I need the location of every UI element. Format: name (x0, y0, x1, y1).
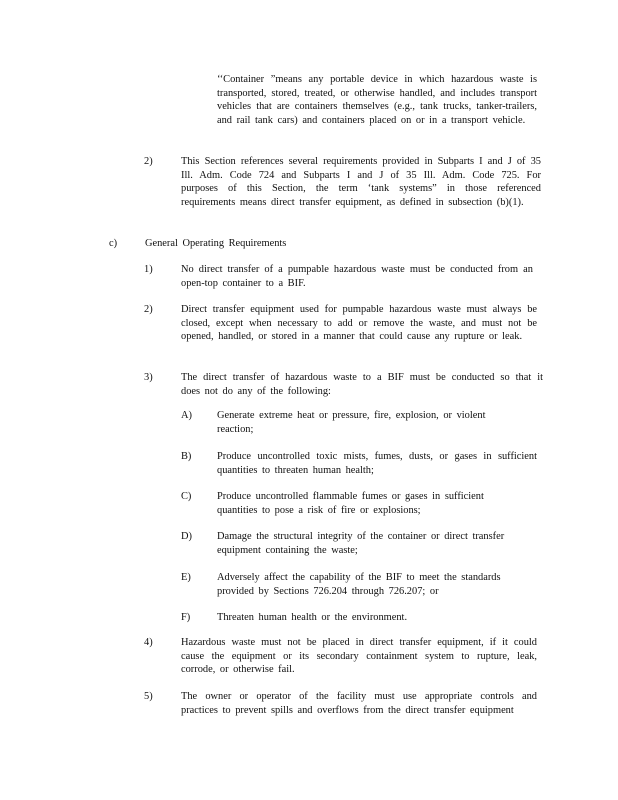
subitem-label: F) (181, 612, 191, 623)
item-text: The owner or operator of the facility must use appropriate controls and practices to prevent spills and overflows from the direct transfer equipment (181, 691, 537, 716)
item-label: 5) (144, 691, 153, 702)
item-text: Direct transfer equipment used for pumpable hazardous waste must always be closed, except when necessary to add or remove the waste, and must not be opened, handled, or stored in a manner that could cause any rupture or leak. (181, 304, 537, 343)
subitem-label: B) (181, 451, 192, 462)
section-title: General Operating Requirements (145, 238, 287, 249)
item-label: 2) (144, 304, 153, 315)
subitem-text: Threaten human health or the environment. (217, 612, 408, 623)
subitem-text: Damage the structural integrity of the container or direct transfer equipment containing the waste; (217, 531, 505, 556)
item-label: 1) (144, 264, 153, 275)
definition-paragraph: ‘‘Container ”means any portable device in which hazardous waste is transported, stored, treated, or otherwise handled, and includes transport vehicles that are containers themselves (e.g., tank trucks, tanker-trailers, and rail tank cars) and containers placed on or in a transport vehicle. (217, 74, 537, 126)
subitem-label: A) (181, 410, 192, 421)
item-label: 3) (144, 372, 153, 383)
item-text: This Section references several requirements provided in Subparts I and J of 35 Ill. Adm. Code 724 and Subparts I and J of 35 Ill. Adm. Code 725. For purposes of this Section, the term ‘tank systems” in those referenced requirements means direct transfer equipment, as defined in subsection (b)(1). (181, 156, 541, 208)
subitem-label: D) (181, 531, 192, 542)
subitem-label: E) (181, 572, 191, 583)
subitem-label: C) (181, 491, 192, 502)
subitem-text: Adversely affect the capability of the BIF to meet the standards provided by Sections 726.204 through 726.207; or (217, 572, 501, 597)
item-text: Hazardous waste must not be placed in direct transfer equipment, if it could cause the equipment or its secondary containment system to rupture, leak, corrode, or otherwise fail. (181, 637, 537, 676)
subitem-text: Generate extreme heat or pressure, fire, explosion, or violent reaction; (217, 410, 486, 435)
item-label: 4) (144, 637, 153, 648)
subitem-text: Produce uncontrolled flammable fumes or gases in sufficient quantities to pose a risk of fire or explosions; (217, 491, 484, 516)
item-text: No direct transfer of a pumpable hazardous waste must be conducted from an open-top container to a BIF. (181, 264, 533, 289)
section-label: c) (109, 238, 118, 249)
item-text: The direct transfer of hazardous waste to a BIF must be conducted so that it does not do any of the following: (181, 372, 543, 397)
subitem-text: Produce uncontrolled toxic mists, fumes, dusts, or gases in sufficient quantities to threaten human health; (217, 451, 537, 476)
item-label: 2) (144, 156, 153, 167)
